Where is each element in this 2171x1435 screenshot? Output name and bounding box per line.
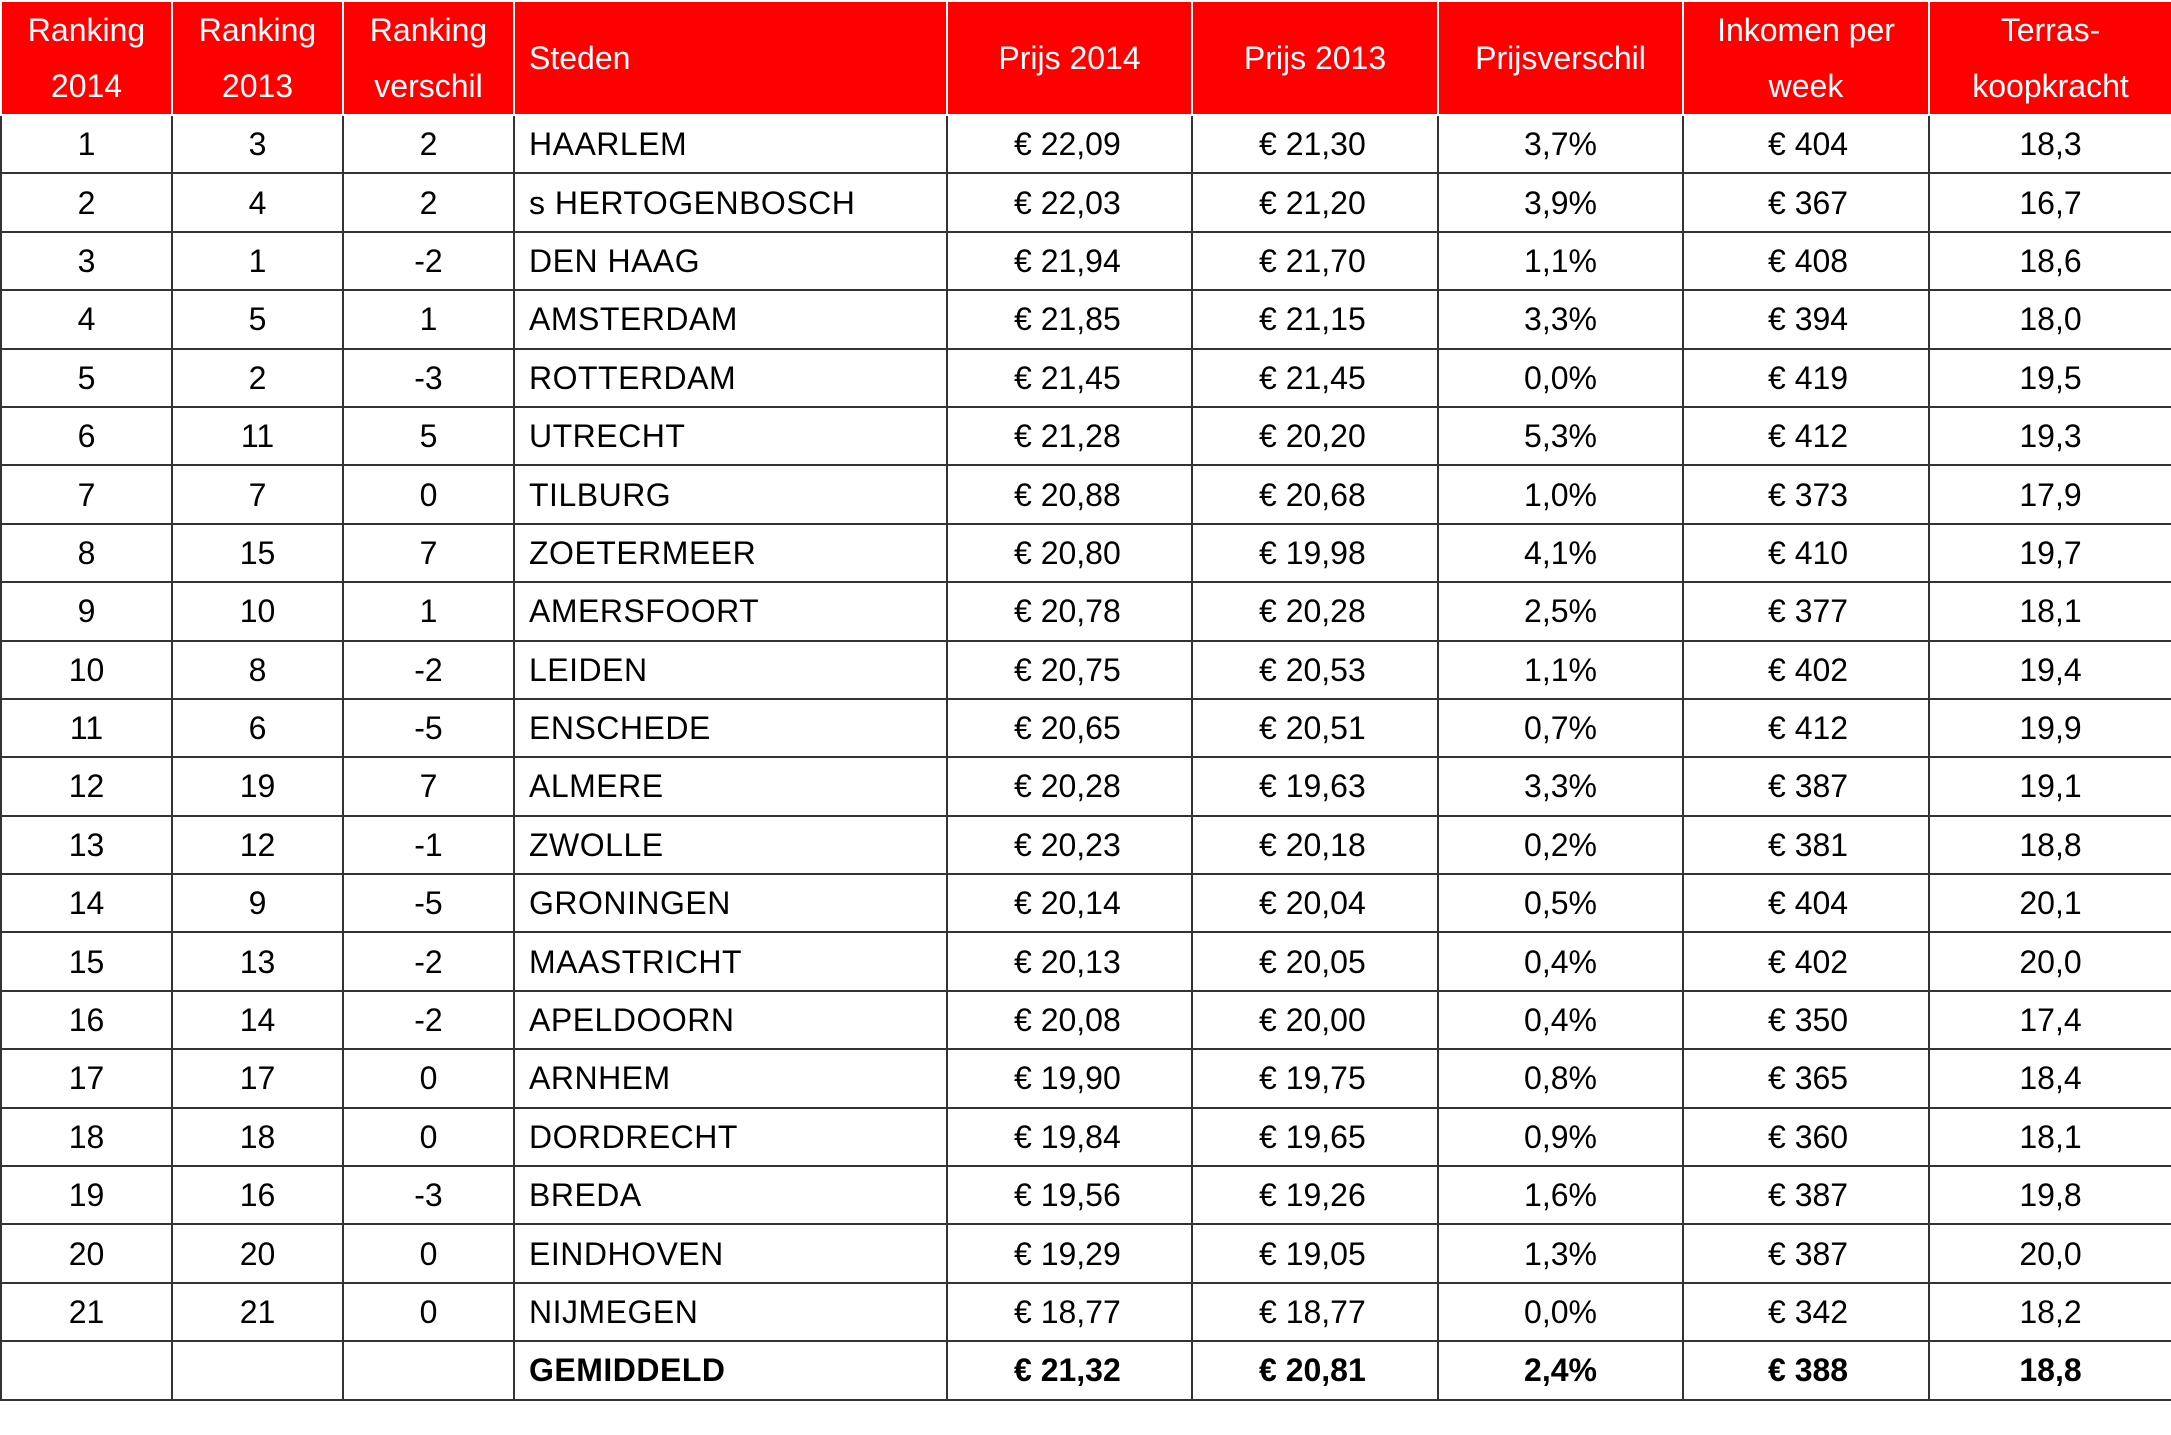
table-row <box>1 1049 2171 1107</box>
header-prijs-2013: Prijs 2013 <box>1192 1 1438 115</box>
cell-prijs-2014: € 20,80 <box>947 524 1192 582</box>
cell-inkomen: € 381 <box>1683 816 1929 874</box>
cell-prijsverschil: 0,4% <box>1438 932 1683 990</box>
table-row <box>1 290 2171 348</box>
cell-ranking-2014: 17 <box>1 1049 172 1107</box>
cell-prijs-2014: € 20,14 <box>947 874 1192 932</box>
cell-ranking-verschil: 1 <box>343 290 514 348</box>
cell-prijs-2013: € 21,30 <box>1192 115 1438 173</box>
table-row <box>1 349 2171 407</box>
cell-city: ARNHEM <box>514 1049 947 1107</box>
cell-ranking-2013: 1 <box>172 232 343 290</box>
cell-prijsverschil: 0,2% <box>1438 816 1683 874</box>
table-header <box>1 1 2171 115</box>
cell-prijs-2014: € 20,08 <box>947 991 1192 1049</box>
cell-terras-koopkracht: 19,9 <box>1929 699 2171 757</box>
cell-ranking-2014: 4 <box>1 290 172 348</box>
cell-inkomen: € 367 <box>1683 173 1929 231</box>
cell-inkomen: € 404 <box>1683 874 1929 932</box>
cell-terras-koopkracht: 18,1 <box>1929 582 2171 640</box>
cell-prijsverschil: 1,1% <box>1438 232 1683 290</box>
cell-ranking-2013: 8 <box>172 641 343 699</box>
cell-ranking-2014: 8 <box>1 524 172 582</box>
cell-ranking-2014: 16 <box>1 991 172 1049</box>
table-row <box>1 874 2171 932</box>
cell-ranking-2013: 10 <box>172 582 343 640</box>
cell-ranking-verschil: 1 <box>343 582 514 640</box>
cell-prijs-2014: € 20,23 <box>947 816 1192 874</box>
cell-prijsverschil: 1,3% <box>1438 1224 1683 1282</box>
cell-ranking-2014: 15 <box>1 932 172 990</box>
cell-prijsverschil: 4,1% <box>1438 524 1683 582</box>
cell-ranking-2013: 15 <box>172 524 343 582</box>
cell-city: ROTTERDAM <box>514 349 947 407</box>
cell-ranking-verschil: 0 <box>343 1108 514 1166</box>
cell-prijsverschil: 2,5% <box>1438 582 1683 640</box>
header-ranking-verschil: Ranking verschil <box>343 1 514 115</box>
cell-ranking-2013 <box>172 1341 343 1399</box>
cell-ranking-verschil: -2 <box>343 232 514 290</box>
table-row <box>1 115 2171 173</box>
cell-terras-koopkracht: 20,1 <box>1929 874 2171 932</box>
cell-city: LEIDEN <box>514 641 947 699</box>
cell-prijsverschil: 0,5% <box>1438 874 1683 932</box>
cell-city: MAASTRICHT <box>514 932 947 990</box>
cell-inkomen: € 410 <box>1683 524 1929 582</box>
cell-terras-koopkracht: 20,0 <box>1929 1224 2171 1282</box>
cell-inkomen: € 412 <box>1683 699 1929 757</box>
cell-inkomen: € 365 <box>1683 1049 1929 1107</box>
cell-terras-koopkracht: 19,8 <box>1929 1166 2171 1224</box>
cell-ranking-2013: 4 <box>172 173 343 231</box>
cell-prijsverschil: 0,8% <box>1438 1049 1683 1107</box>
table-body <box>1 115 2171 1400</box>
cell-terras-koopkracht: 18,8 <box>1929 816 2171 874</box>
cell-city: ZWOLLE <box>514 816 947 874</box>
cell-prijs-2014: € 20,28 <box>947 757 1192 815</box>
cell-prijs-2013: € 18,77 <box>1192 1283 1438 1341</box>
cell-ranking-verschil: 0 <box>343 1224 514 1282</box>
cell-ranking-verschil: 0 <box>343 1283 514 1341</box>
table-row <box>1 173 2171 231</box>
cell-ranking-2014: 6 <box>1 407 172 465</box>
cell-prijs-2013: € 19,75 <box>1192 1049 1438 1107</box>
cell-ranking-verschil: -5 <box>343 699 514 757</box>
cell-city: BREDA <box>514 1166 947 1224</box>
cell-city: HAARLEM <box>514 115 947 173</box>
cell-ranking-2013: 19 <box>172 757 343 815</box>
cell-prijs-2013: € 20,53 <box>1192 641 1438 699</box>
cell-ranking-verschil: 0 <box>343 465 514 523</box>
cell-ranking-2013: 9 <box>172 874 343 932</box>
table-row <box>1 524 2171 582</box>
cell-prijs-2013: € 19,05 <box>1192 1224 1438 1282</box>
table-row <box>1 232 2171 290</box>
cell-prijsverschil: 3,9% <box>1438 173 1683 231</box>
cell-ranking-2014: 3 <box>1 232 172 290</box>
cell-inkomen: € 388 <box>1683 1341 1929 1399</box>
cell-ranking-2014: 19 <box>1 1166 172 1224</box>
cell-prijs-2014: € 20,65 <box>947 699 1192 757</box>
cell-terras-koopkracht: 18,6 <box>1929 232 2171 290</box>
cell-prijs-2014: € 19,84 <box>947 1108 1192 1166</box>
cell-terras-koopkracht: 18,0 <box>1929 290 2171 348</box>
cell-prijs-2013: € 21,70 <box>1192 232 1438 290</box>
cell-prijs-2013: € 20,81 <box>1192 1341 1438 1399</box>
cell-inkomen: € 404 <box>1683 115 1929 173</box>
cell-ranking-2014: 1 <box>1 115 172 173</box>
cell-prijsverschil: 0,7% <box>1438 699 1683 757</box>
cell-ranking-2014 <box>1 1341 172 1399</box>
cell-inkomen: € 387 <box>1683 1166 1929 1224</box>
cell-ranking-2014: 10 <box>1 641 172 699</box>
table-row <box>1 991 2171 1049</box>
header-inkomen-per-week: Inkomen per week <box>1683 1 1929 115</box>
header-steden: Steden <box>514 1 947 115</box>
cell-prijs-2013: € 20,18 <box>1192 816 1438 874</box>
table-row <box>1 699 2171 757</box>
cell-ranking-verschil: -5 <box>343 874 514 932</box>
cell-prijsverschil: 0,0% <box>1438 349 1683 407</box>
cell-prijsverschil: 1,1% <box>1438 641 1683 699</box>
cell-ranking-verschil: 7 <box>343 757 514 815</box>
cell-ranking-2013: 3 <box>172 115 343 173</box>
cell-terras-koopkracht: 18,4 <box>1929 1049 2171 1107</box>
cell-ranking-2013: 21 <box>172 1283 343 1341</box>
cell-city: AMSTERDAM <box>514 290 947 348</box>
cell-ranking-verschil <box>343 1341 514 1399</box>
cell-ranking-verschil: 7 <box>343 524 514 582</box>
table-row <box>1 641 2171 699</box>
cell-prijs-2013: € 20,68 <box>1192 465 1438 523</box>
cell-prijs-2014: € 21,32 <box>947 1341 1192 1399</box>
cell-prijs-2014: € 21,85 <box>947 290 1192 348</box>
cell-prijsverschil: 3,3% <box>1438 757 1683 815</box>
cell-prijs-2014: € 21,45 <box>947 349 1192 407</box>
table-row <box>1 932 2171 990</box>
cell-terras-koopkracht: 16,7 <box>1929 173 2171 231</box>
cell-ranking-2013: 17 <box>172 1049 343 1107</box>
cell-ranking-2013: 20 <box>172 1224 343 1282</box>
cell-prijs-2014: € 19,56 <box>947 1166 1192 1224</box>
cell-ranking-verschil: -2 <box>343 641 514 699</box>
cell-city: EINDHOVEN <box>514 1224 947 1282</box>
cell-inkomen: € 419 <box>1683 349 1929 407</box>
header-prijs-2014: Prijs 2014 <box>947 1 1192 115</box>
cell-terras-koopkracht: 17,4 <box>1929 991 2171 1049</box>
cell-inkomen: € 408 <box>1683 232 1929 290</box>
cell-prijs-2013: € 19,98 <box>1192 524 1438 582</box>
cell-prijs-2013: € 21,45 <box>1192 349 1438 407</box>
cell-ranking-2013: 2 <box>172 349 343 407</box>
cell-inkomen: € 402 <box>1683 932 1929 990</box>
cell-ranking-2014: 11 <box>1 699 172 757</box>
header-ranking-2013: Ranking 2013 <box>172 1 343 115</box>
cell-ranking-verschil: 2 <box>343 115 514 173</box>
cell-prijs-2014: € 20,13 <box>947 932 1192 990</box>
cell-terras-koopkracht: 19,3 <box>1929 407 2171 465</box>
cell-prijsverschil: 3,7% <box>1438 115 1683 173</box>
cell-terras-koopkracht: 19,5 <box>1929 349 2171 407</box>
header-ranking-2014: Ranking 2014 <box>1 1 172 115</box>
cell-ranking-2014: 9 <box>1 582 172 640</box>
header-prijsverschil: Prijsverschil <box>1438 1 1683 115</box>
cell-city: GRONINGEN <box>514 874 947 932</box>
cell-ranking-2013: 6 <box>172 699 343 757</box>
cell-ranking-2013: 7 <box>172 465 343 523</box>
cell-prijs-2014: € 18,77 <box>947 1283 1192 1341</box>
cell-ranking-verschil: -2 <box>343 991 514 1049</box>
cell-prijsverschil: 0,4% <box>1438 991 1683 1049</box>
cell-prijs-2014: € 20,88 <box>947 465 1192 523</box>
cell-prijs-2014: € 19,90 <box>947 1049 1192 1107</box>
cell-terras-koopkracht: 20,0 <box>1929 932 2171 990</box>
cell-prijsverschil: 2,4% <box>1438 1341 1683 1399</box>
cell-prijs-2013: € 21,15 <box>1192 290 1438 348</box>
cell-prijs-2014: € 22,09 <box>947 115 1192 173</box>
cell-terras-koopkracht: 19,4 <box>1929 641 2171 699</box>
cell-ranking-2013: 12 <box>172 816 343 874</box>
cell-terras-koopkracht: 18,1 <box>1929 1108 2171 1166</box>
cell-prijsverschil: 0,9% <box>1438 1108 1683 1166</box>
cell-inkomen: € 412 <box>1683 407 1929 465</box>
cell-inkomen: € 377 <box>1683 582 1929 640</box>
cell-ranking-2013: 16 <box>172 1166 343 1224</box>
cell-city: DEN HAAG <box>514 232 947 290</box>
cell-ranking-verschil: 5 <box>343 407 514 465</box>
cell-city: AMERSFOORT <box>514 582 947 640</box>
cell-city: ZOETERMEER <box>514 524 947 582</box>
cell-city: ENSCHEDE <box>514 699 947 757</box>
cell-inkomen: € 394 <box>1683 290 1929 348</box>
cell-prijs-2013: € 19,63 <box>1192 757 1438 815</box>
header-terras-koopkracht: Terras-koopkracht <box>1929 1 2171 115</box>
cell-terras-koopkracht: 18,8 <box>1929 1341 2171 1399</box>
header-row <box>1 1 2171 115</box>
cell-prijs-2013: € 20,00 <box>1192 991 1438 1049</box>
cell-ranking-2014: 7 <box>1 465 172 523</box>
cell-ranking-verschil: -3 <box>343 349 514 407</box>
cell-inkomen: € 387 <box>1683 1224 1929 1282</box>
cell-terras-koopkracht: 19,1 <box>1929 757 2171 815</box>
cell-prijs-2014: € 20,78 <box>947 582 1192 640</box>
cell-terras-koopkracht: 19,7 <box>1929 524 2171 582</box>
table-row <box>1 1108 2171 1166</box>
table-row <box>1 407 2171 465</box>
cell-inkomen: € 387 <box>1683 757 1929 815</box>
cell-prijs-2013: € 20,51 <box>1192 699 1438 757</box>
cell-terras-koopkracht: 17,9 <box>1929 465 2171 523</box>
table-row <box>1 1224 2171 1282</box>
cell-ranking-2013: 11 <box>172 407 343 465</box>
cell-ranking-2014: 20 <box>1 1224 172 1282</box>
cell-city: UTRECHT <box>514 407 947 465</box>
cell-inkomen: € 342 <box>1683 1283 1929 1341</box>
table-row <box>1 582 2171 640</box>
cell-prijs-2013: € 20,04 <box>1192 874 1438 932</box>
cell-ranking-verschil: -2 <box>343 932 514 990</box>
table-row <box>1 465 2171 523</box>
cell-city: s HERTOGENBOSCH <box>514 173 947 231</box>
cell-city: NIJMEGEN <box>514 1283 947 1341</box>
cell-ranking-2014: 21 <box>1 1283 172 1341</box>
cell-ranking-2014: 2 <box>1 173 172 231</box>
cell-prijs-2014: € 21,28 <box>947 407 1192 465</box>
cell-inkomen: € 402 <box>1683 641 1929 699</box>
cell-prijsverschil: 0,0% <box>1438 1283 1683 1341</box>
cell-prijsverschil: 1,6% <box>1438 1166 1683 1224</box>
cell-prijs-2013: € 19,26 <box>1192 1166 1438 1224</box>
cell-inkomen: € 373 <box>1683 465 1929 523</box>
cell-ranking-2013: 5 <box>172 290 343 348</box>
total-row <box>1 1341 2171 1399</box>
table-row <box>1 816 2171 874</box>
cell-prijs-2014: € 20,75 <box>947 641 1192 699</box>
cell-inkomen: € 350 <box>1683 991 1929 1049</box>
cell-ranking-verschil: 0 <box>343 1049 514 1107</box>
cell-ranking-verschil: -1 <box>343 816 514 874</box>
cell-city: APELDOORN <box>514 991 947 1049</box>
cell-ranking-2014: 18 <box>1 1108 172 1166</box>
cell-city: TILBURG <box>514 465 947 523</box>
cell-ranking-2013: 13 <box>172 932 343 990</box>
table-row <box>1 757 2171 815</box>
table-row <box>1 1283 2171 1341</box>
cell-prijs-2013: € 20,28 <box>1192 582 1438 640</box>
cell-ranking-verschil: 2 <box>343 173 514 231</box>
cell-city: DORDRECHT <box>514 1108 947 1166</box>
cell-prijs-2013: € 20,20 <box>1192 407 1438 465</box>
cell-ranking-2014: 14 <box>1 874 172 932</box>
cell-city: GEMIDDELD <box>514 1341 947 1399</box>
cell-terras-koopkracht: 18,2 <box>1929 1283 2171 1341</box>
cell-ranking-2014: 12 <box>1 757 172 815</box>
cell-prijs-2013: € 20,05 <box>1192 932 1438 990</box>
cell-prijs-2013: € 21,20 <box>1192 173 1438 231</box>
cell-prijs-2014: € 21,94 <box>947 232 1192 290</box>
cell-prijsverschil: 1,0% <box>1438 465 1683 523</box>
cell-ranking-2014: 5 <box>1 349 172 407</box>
cell-ranking-2013: 14 <box>172 991 343 1049</box>
cell-prijs-2014: € 19,29 <box>947 1224 1192 1282</box>
cell-terras-koopkracht: 18,3 <box>1929 115 2171 173</box>
cell-ranking-2013: 18 <box>172 1108 343 1166</box>
cell-prijsverschil: 5,3% <box>1438 407 1683 465</box>
cell-prijs-2013: € 19,65 <box>1192 1108 1438 1166</box>
cell-ranking-verschil: -3 <box>343 1166 514 1224</box>
cell-city: ALMERE <box>514 757 947 815</box>
table-row <box>1 1166 2171 1224</box>
cell-prijs-2014: € 22,03 <box>947 173 1192 231</box>
cell-prijsverschil: 3,3% <box>1438 290 1683 348</box>
cell-inkomen: € 360 <box>1683 1108 1929 1166</box>
cell-ranking-2014: 13 <box>1 816 172 874</box>
